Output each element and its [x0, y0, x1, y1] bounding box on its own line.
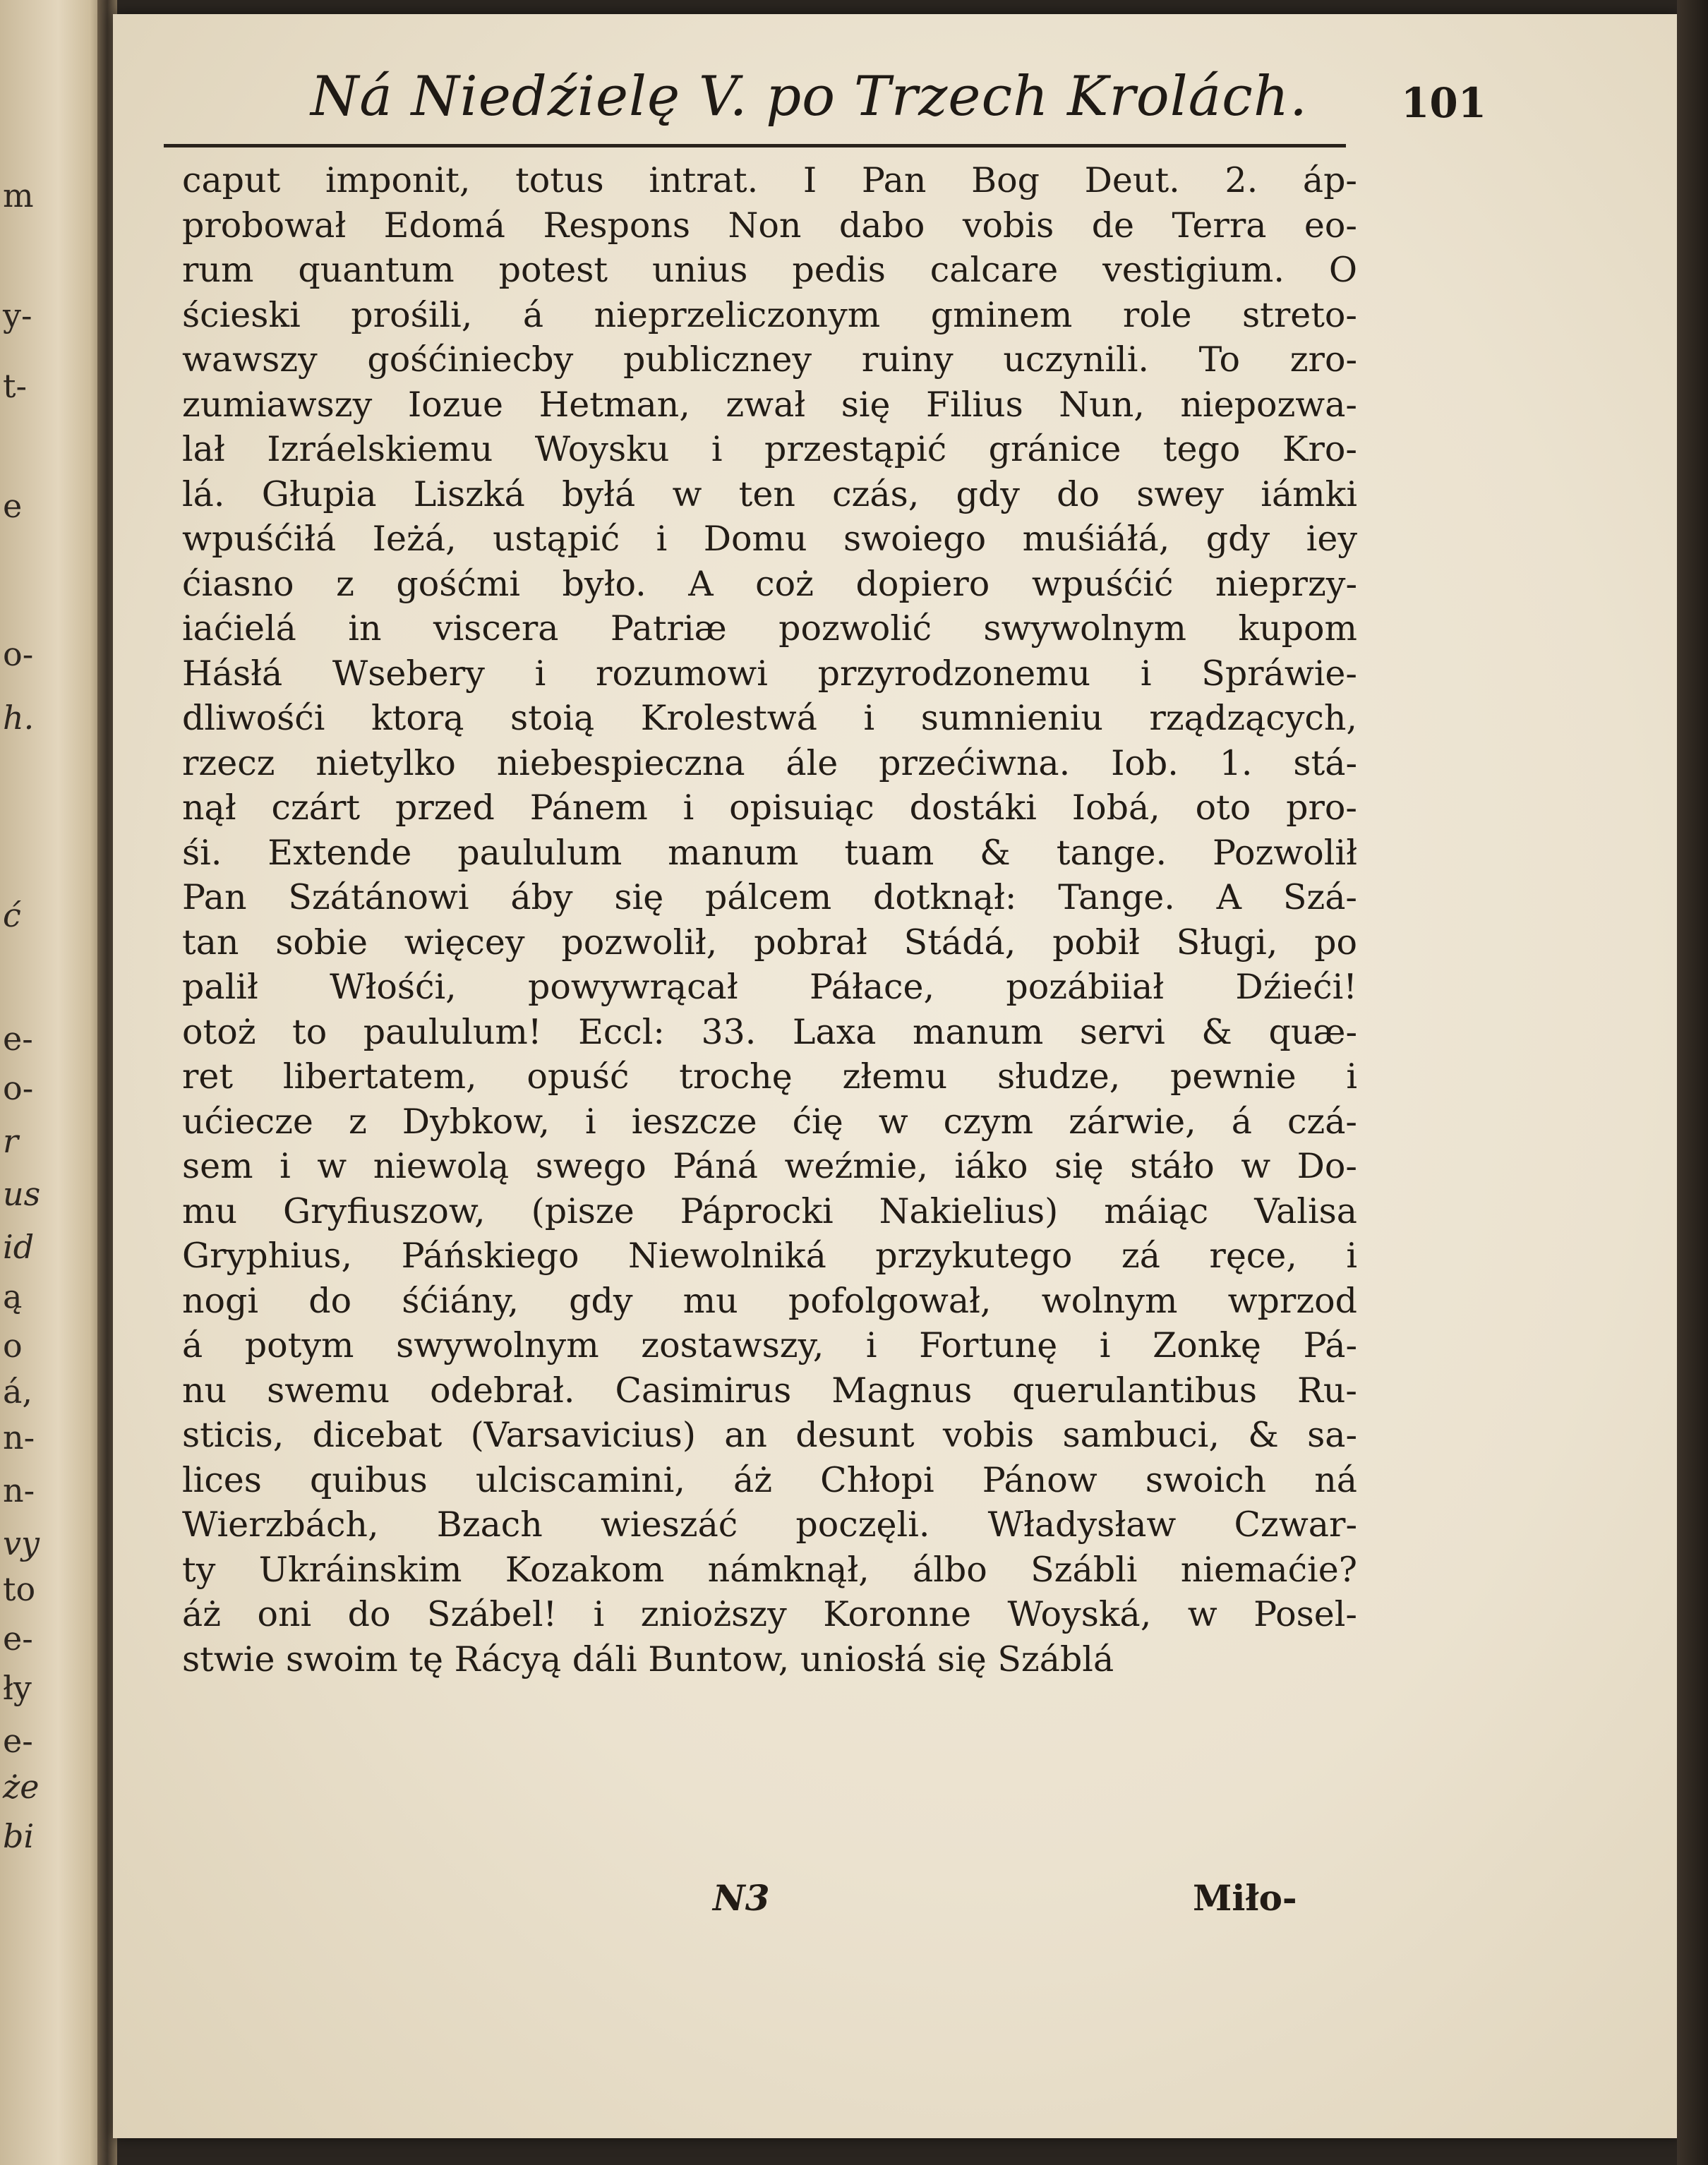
text-line: Pan Szátánowi áby się pálcem dotknął: Tange. A Szá-: [182, 877, 1357, 917]
text-line: otoż to paululum! Eccl: 33. Laxa manum servi & quæ-: [182, 1011, 1357, 1052]
text-line: nogi do śćiány, gdy mu pofolgował, wolnym wprzod: [182, 1280, 1357, 1321]
left-page-fragment: e: [3, 487, 23, 525]
left-page-fragment: y-: [3, 296, 32, 334]
signature-mark: N3: [713, 1877, 770, 1919]
text-line: Wierzbách, Bzach wieszáć poczęli. Władysław Czwar-: [182, 1504, 1357, 1545]
left-page-fragment: bi: [3, 1817, 35, 1855]
left-page-fragment: e-: [3, 1722, 33, 1760]
left-page-fragment: e-: [3, 1020, 33, 1058]
left-page-fragment: m: [3, 176, 34, 215]
page-footer: [713, 1877, 1348, 1926]
text-line: ty Ukráinskim Kozakom námknął, álbo Szábli niemaćie?: [182, 1549, 1357, 1590]
left-page-fragment: vy: [3, 1524, 40, 1562]
page-edge: [1677, 0, 1708, 2165]
left-page-fragment: to: [3, 1570, 36, 1608]
left-page-fragment: o-: [3, 635, 34, 673]
running-head: Ná Niedźielę V. po Trzech Krolách.: [311, 65, 1308, 128]
text-line: lices quibus ulciscamini, áż Chłopi Pánow swoich ná: [182, 1459, 1357, 1500]
text-line: áż oni do Szábel! i znioższy Koronne Woyská, w Posel-: [182, 1594, 1357, 1634]
text-line: lał Izráelskiemu Woysku i przestąpić gránice tego Kro-: [182, 429, 1357, 469]
left-page-fragment: ą: [3, 1277, 23, 1315]
text-line: ścieski prośili, á nieprzeliczonym gminem role streto-: [182, 294, 1357, 335]
page-number: 101: [1401, 79, 1487, 127]
left-page-fragment: n-: [3, 1471, 35, 1509]
left-page-fragment: r: [3, 1122, 18, 1160]
left-page-fragment: h.: [3, 699, 35, 737]
text-line: rum quantum potest unius pedis calcare vestigium. O: [182, 250, 1357, 290]
left-page-fragment: e-: [3, 1620, 33, 1658]
text-line: lá. Głupia Liszká byłá w ten czás, gdy do swey iámki: [182, 474, 1357, 514]
left-page-fragment: o: [3, 1327, 23, 1365]
text-line: sem i w niewolą swego Páná weźmie, iáko się stáło w Do-: [182, 1146, 1357, 1186]
left-page-fragments: [3, 0, 80, 2165]
text-line: stwie swoim tę Rácyą dáli Buntow, uniosłá się Száblá: [182, 1639, 1114, 1679]
text-line: iaćielá in viscera Patriæ pozwolić swywolnym kupom: [182, 608, 1357, 649]
text-line: probował Edomá Respons Non dabo vobis de Terra eo-: [182, 205, 1357, 246]
text-line: zumiawszy Iozue Hetman, zwał się Filius Nun, niepozwa-: [182, 384, 1357, 425]
text-line: ret libertatem, opuść trochę złemu słudze, pewnie i: [182, 1056, 1357, 1097]
text-line: Gryphius, Páńskiego Niewolniká przykutego zá ręce, i: [182, 1236, 1357, 1276]
text-line: mu Gryfiuszow, (pisze Páprocki Nakielius) máiąc Valisa: [182, 1190, 1357, 1231]
left-page-fragment: á,: [3, 1373, 33, 1411]
left-page-fragment: id: [3, 1228, 35, 1266]
catchword: Miło-: [1193, 1877, 1297, 1919]
text-line: tan sobie więcey pozwolił, pobrał Stádá, pobił Sługi, po: [182, 922, 1357, 963]
text-line: śi. Extende paululum manum tuam & tange. Pozwolił: [182, 832, 1357, 873]
left-page-fragment: ć: [3, 896, 21, 934]
text-line: wpuśćiłá Ieżá, ustąpić i Domu swoiego muśiáłá, gdy iey: [182, 519, 1357, 559]
text-line: palił Włośći, powywrącał Páłace, pozábiiał Dźieći!: [182, 967, 1357, 1007]
text-line: wawszy gośćiniecby publiczney ruiny uczynili. To zro-: [182, 339, 1357, 380]
text-line: rzecz nietylko niebespieczna ále przećiwna. Iob. 1. stá-: [182, 742, 1357, 783]
text-line: ćiasno z gośćmi było. A coż dopiero wpuśćić nieprzy-: [182, 563, 1357, 604]
left-page-fragment: t-: [3, 367, 28, 405]
header-rule: [164, 144, 1346, 147]
left-page: [0, 0, 106, 2165]
left-page-fragment: us: [3, 1175, 41, 1213]
left-page-fragment: ły: [3, 1669, 32, 1707]
body-text: [182, 158, 1357, 1682]
text-line: Hásłá Wsebery i rozumowi przyrodzonemu i Spráwie-: [182, 653, 1357, 694]
text-line: sticis, dicebat (Varsavicius) an desunt vobis sambuci, & sa-: [182, 1415, 1357, 1455]
left-page-fragment: o-: [3, 1069, 34, 1107]
text-line: á potym swywolnym zostawszy, i Fortunę i Zonkę Pá-: [182, 1325, 1357, 1365]
left-page-fragment: n-: [3, 1418, 35, 1457]
text-line: nął czárt przed Pánem i opisuiąc dostáki Iobá, oto pro-: [182, 788, 1357, 828]
left-page-fragment: że: [3, 1768, 40, 1806]
text-line: nu swemu odebrał. Casimirus Magnus querulantibus Ru-: [182, 1370, 1357, 1411]
text-line: caput imponit, totus intrat. I Pan Bog Deut. 2. áp-: [182, 160, 1357, 200]
text-line: ućiecze z Dybkow, i ieszcze ćię w czym zárwie, á czá-: [182, 1101, 1357, 1142]
text-line: dliwośći ktorą stoią Krolestwá i sumnieniu rządzących,: [182, 698, 1357, 738]
